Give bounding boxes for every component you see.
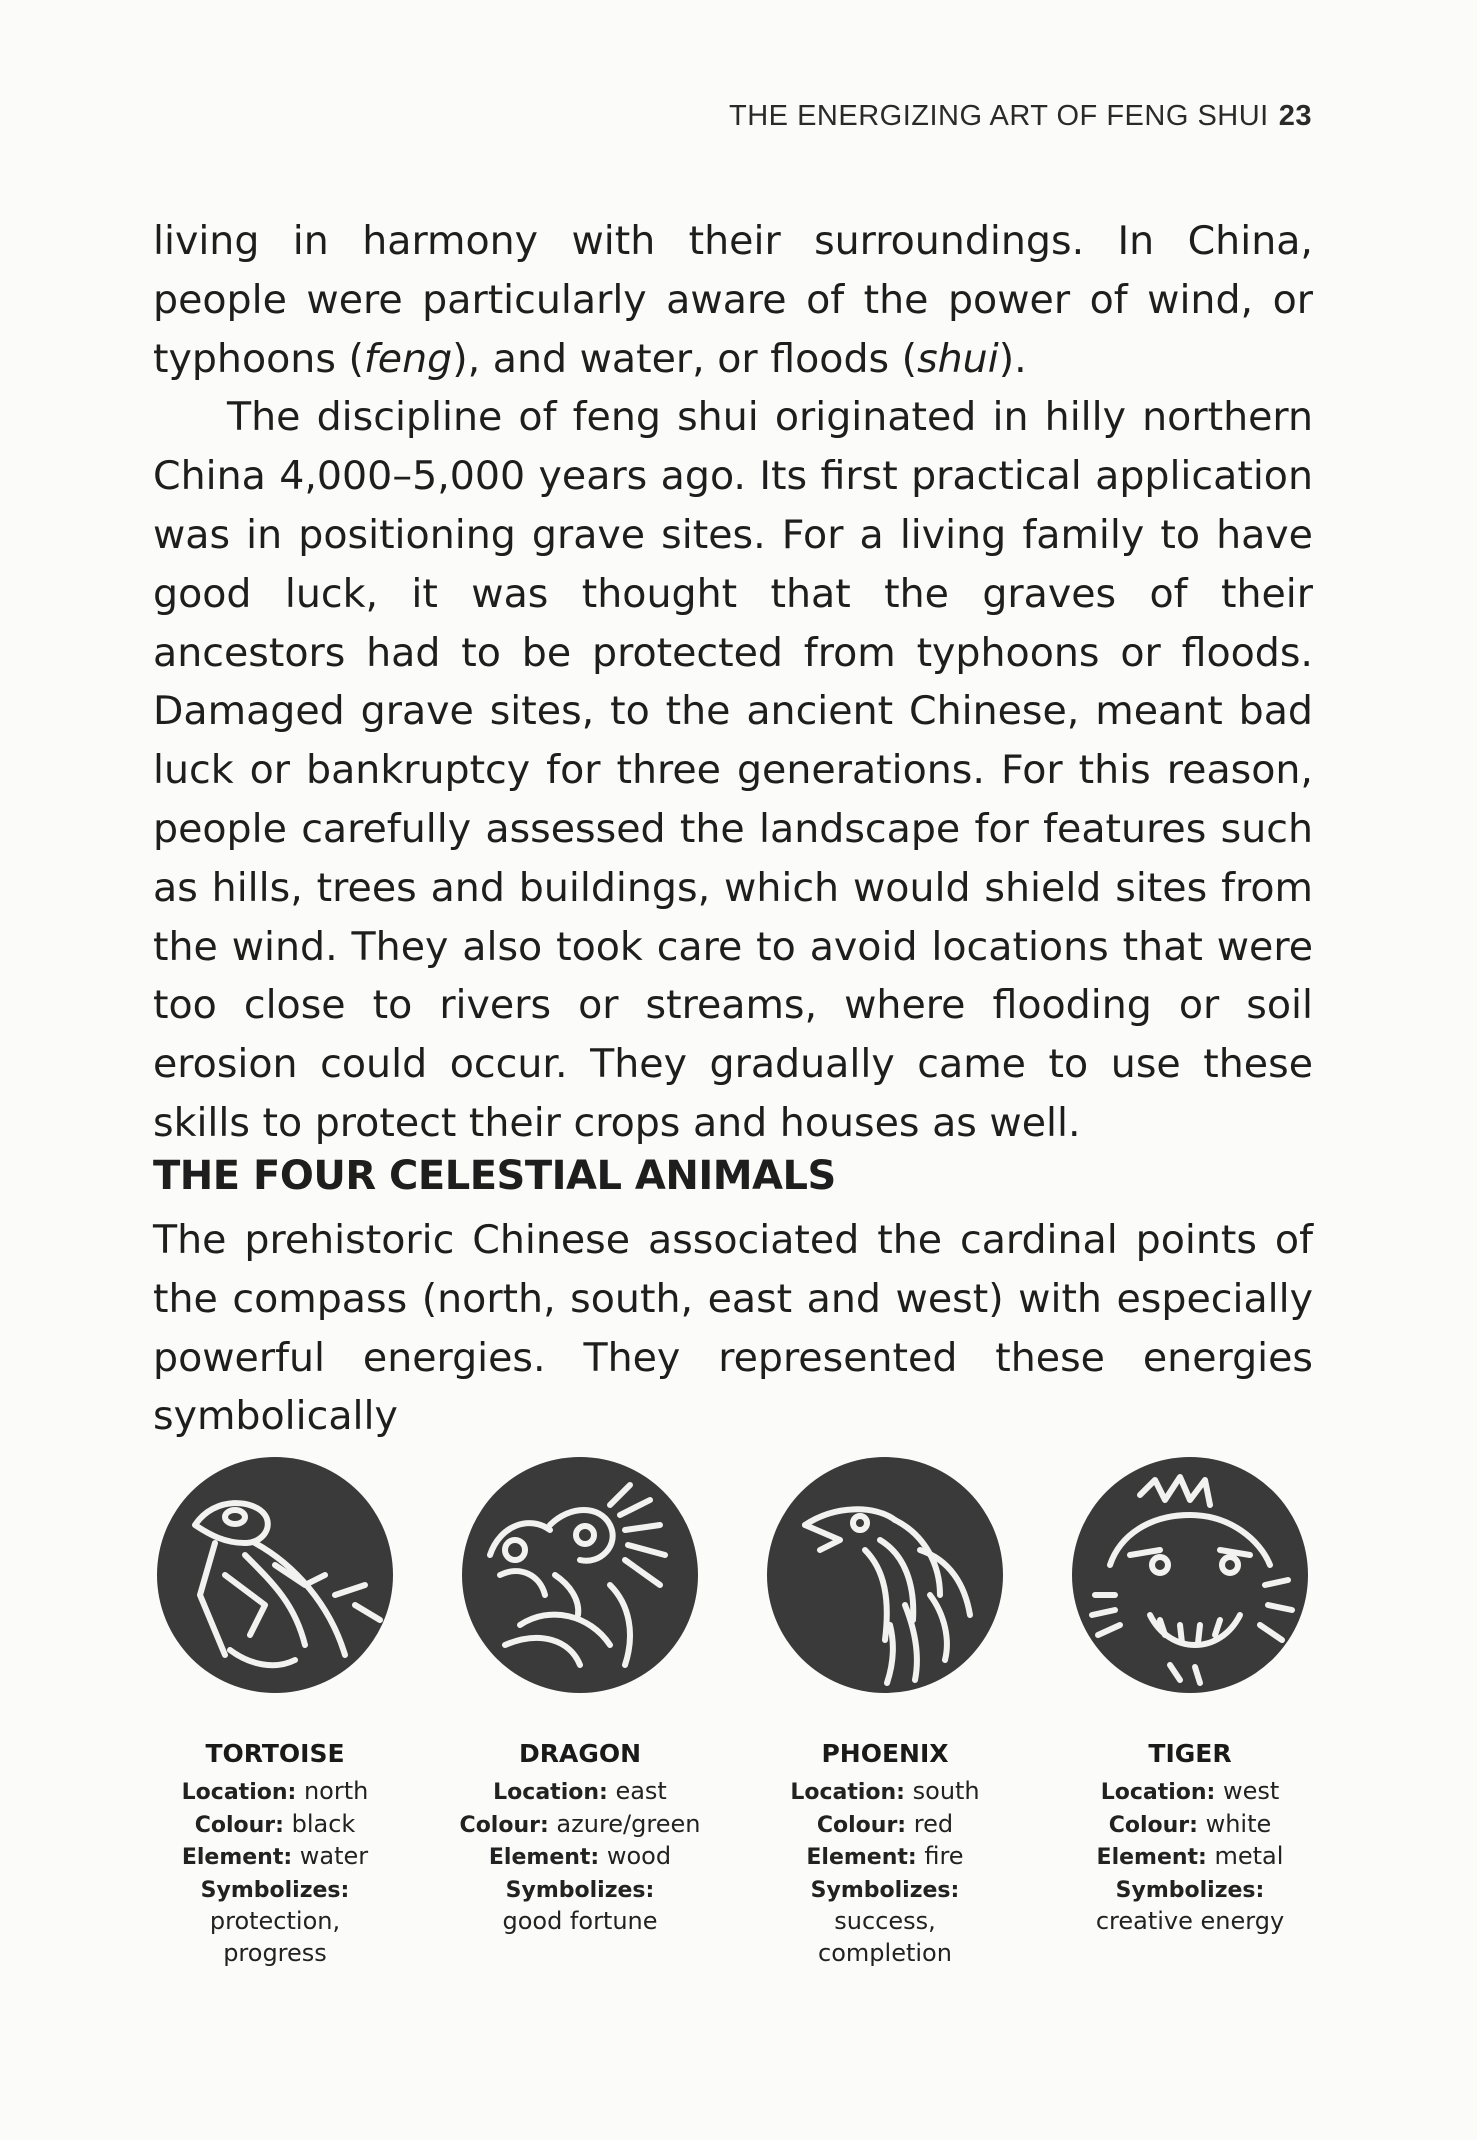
animal-attributes — [460, 1776, 701, 1938]
element-label: Element: — [488, 1845, 600, 1870]
body-text — [153, 212, 1313, 1153]
colour-label: Colour: — [194, 1812, 284, 1838]
animal-attributes — [182, 1776, 369, 1969]
location-label: Location: — [1100, 1780, 1216, 1805]
running-title: THE ENERGIZING ART OF FENG SHUI — [729, 100, 1269, 132]
running-head — [729, 100, 1312, 133]
element-label: Element: — [181, 1845, 293, 1870]
colour-value: black — [291, 1809, 356, 1838]
animal-card-tiger — [1055, 1455, 1325, 1969]
location-value: south — [912, 1777, 980, 1805]
symbolizes-value-1: creative energy — [1095, 1907, 1285, 1935]
location-label: Location: — [181, 1780, 297, 1805]
animal-card-dragon — [445, 1455, 715, 1969]
tiger-icon — [1070, 1455, 1310, 1695]
animal-card-tortoise — [140, 1455, 410, 1969]
element-value: fire — [924, 1842, 964, 1870]
location-value: north — [303, 1777, 369, 1805]
tortoise-icon — [155, 1455, 395, 1695]
animal-attributes — [790, 1776, 979, 1969]
p1-text-a: living in harmony with their surroundings. In China, people were particularly aware of the power of wind, or typhoons ( — [153, 218, 1313, 382]
phoenix-icon — [765, 1455, 1005, 1695]
symbolizes-label: Symbolizes: — [810, 1877, 960, 1903]
element-value: metal — [1214, 1842, 1284, 1870]
animal-name: DRAGON — [518, 1739, 642, 1768]
paragraph-1 — [153, 212, 1313, 388]
paragraph-2: The discipline of feng shui originated in hilly northern China 4,000–5,000 years ago. Its first practical application was in positioning grave sites. For a living family to have good luck, it was thought that the graves of their ancestors had to be protected from typhoons or floods. Damaged grave sites, to the ancient Chinese, meant bad luck or bankruptcy for three generations. For this reason, people carefully assessed the landscape for features such as hills, trees and buildings, which would shield sites from the wind. They also took care to avoid locations that were too close to rivers or streams, where flooding or soil erosion could occur. They gradually came to use these skills to protect their crops and houses as well. — [153, 394, 1313, 1146]
p1-text-c: ). — [998, 335, 1027, 382]
animal-name: TIGER — [1148, 1739, 1232, 1768]
dragon-icon — [460, 1455, 700, 1695]
symbolizes-label: Symbolizes: — [1115, 1877, 1265, 1903]
symbolizes-value-1: good fortune — [502, 1907, 658, 1935]
colour-label: Colour: — [1108, 1812, 1198, 1838]
location-value: east — [615, 1777, 667, 1805]
colour-label: Colour: — [816, 1812, 907, 1838]
section-intro: The prehistoric Chinese associated the cardinal points of the compass (north, south, east and west) with especially powerful energies. They represented these energies symbolically — [153, 1217, 1313, 1440]
page-number: 23 — [1278, 100, 1312, 132]
symbolizes-label: Symbolizes: — [505, 1877, 655, 1903]
symbolizes-label: Symbolizes: — [200, 1877, 350, 1903]
element-label: Element: — [806, 1845, 917, 1870]
location-label: Location: — [493, 1780, 608, 1805]
symbolizes-value-2: completion — [818, 1938, 952, 1967]
element-label: Element: — [1096, 1845, 1207, 1870]
term-shui: shui — [917, 335, 999, 382]
symbolizes-value-2: progress — [223, 1938, 327, 1967]
animal-card-phoenix — [750, 1455, 1020, 1969]
colour-label: Colour: — [459, 1812, 549, 1838]
location-value: west — [1222, 1777, 1280, 1805]
location-label: Location: — [790, 1780, 905, 1805]
colour-value: azure/green — [556, 1809, 701, 1838]
celestial-animals — [140, 1455, 1325, 1969]
p1-text-b: ), and water, or floods ( — [452, 335, 918, 382]
colour-value: red — [913, 1809, 954, 1838]
term-feng: feng — [363, 335, 453, 382]
colour-value: white — [1205, 1809, 1272, 1838]
animal-name: PHOENIX — [821, 1739, 949, 1768]
animal-name: TORTOISE — [205, 1739, 345, 1768]
animal-attributes — [1096, 1776, 1284, 1938]
symbolizes-value-1: protection, — [209, 1907, 341, 1935]
element-value: wood — [606, 1842, 672, 1870]
section-heading: THE FOUR CELESTIAL ANIMALS — [153, 1153, 836, 1199]
element-value: water — [299, 1842, 369, 1870]
symbolizes-value-1: success, — [834, 1907, 936, 1935]
